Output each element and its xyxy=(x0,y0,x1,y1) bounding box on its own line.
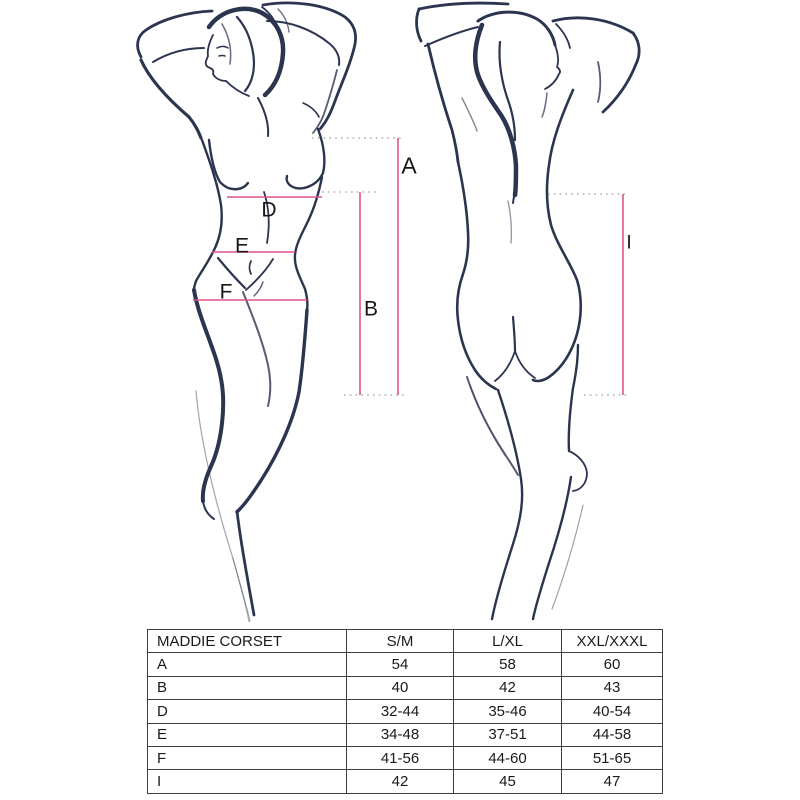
table-header-sm: S/M xyxy=(347,630,454,653)
table-cell: 54 xyxy=(347,653,454,676)
row-letter: F xyxy=(148,746,347,769)
back-left-arm-top xyxy=(419,3,508,9)
front-face-profile xyxy=(206,35,226,81)
back-right-upperarm xyxy=(603,64,636,112)
back-face-hint xyxy=(545,45,560,89)
measure-label-b: B xyxy=(363,297,379,321)
front-left-forearm-bottom xyxy=(153,48,204,62)
front-hair-strand-2 xyxy=(222,24,231,64)
front-right-thigh-inner xyxy=(243,292,270,406)
back-right-side xyxy=(533,90,581,381)
table-cell: 37-51 xyxy=(454,723,562,746)
back-neck-edge xyxy=(542,93,547,117)
front-eye xyxy=(219,55,225,56)
front-right-elbow-crease xyxy=(303,103,319,117)
front-ab-line-2 xyxy=(254,282,263,296)
table-row xyxy=(148,723,663,746)
measure-label-a: A xyxy=(401,152,417,179)
table-cell: 42 xyxy=(454,676,562,699)
table-row xyxy=(148,700,663,723)
back-cheek-right xyxy=(515,351,535,378)
table-cell: 51-65 xyxy=(562,746,663,769)
back-spine-line xyxy=(508,201,511,243)
back-right-arm-inner xyxy=(598,62,600,102)
front-left-upperarm xyxy=(141,60,201,138)
table-cell: 43 xyxy=(562,676,663,699)
back-cheek-left xyxy=(495,351,515,381)
back-left-arm-inner xyxy=(462,98,477,131)
back-left-leg xyxy=(492,390,522,619)
front-shin xyxy=(237,511,254,615)
back-left-upperarm xyxy=(428,44,458,162)
back-right-elbow xyxy=(633,33,639,64)
row-letter: I xyxy=(148,770,347,793)
table-cell: 47 xyxy=(562,770,663,793)
table-cell: 32-44 xyxy=(347,700,454,723)
table-cell: 40-54 xyxy=(562,700,663,723)
back-figure xyxy=(417,3,640,619)
table-header-xxl: XXL/XXXL xyxy=(562,630,663,653)
table-cell: 40 xyxy=(347,676,454,699)
row-letter: D xyxy=(148,700,347,723)
back-buttock-crease xyxy=(513,317,515,351)
table-title: MADDIE CORSET xyxy=(148,630,347,653)
row-letter: E xyxy=(148,723,347,746)
table-row xyxy=(148,770,663,793)
table-cell: 44-60 xyxy=(454,746,562,769)
size-table xyxy=(147,629,663,794)
back-right-hand xyxy=(556,24,570,48)
table-row xyxy=(148,746,663,769)
measure-label-e: E xyxy=(234,234,250,258)
table-row xyxy=(148,676,663,699)
back-right-calf xyxy=(533,477,571,619)
front-left-forearm-top xyxy=(138,11,212,57)
table-cell: 45 xyxy=(454,770,562,793)
row-letter: A xyxy=(148,653,347,676)
measure-label-i: I xyxy=(626,232,632,254)
front-left-leg-tail xyxy=(203,501,214,519)
table-row xyxy=(148,653,663,676)
front-right-thigh xyxy=(237,310,307,512)
front-figure xyxy=(138,3,356,622)
back-left-side xyxy=(457,162,496,389)
front-neck-chest-line xyxy=(258,98,268,136)
front-navel xyxy=(250,261,252,274)
back-knee-loop xyxy=(569,451,587,491)
front-left-side xyxy=(194,140,222,291)
table-cell: 34-48 xyxy=(347,723,454,746)
measure-label-d: D xyxy=(261,198,277,222)
table-cell: 35-46 xyxy=(454,700,562,723)
table-cell: 58 xyxy=(454,653,562,676)
table-cell: 60 xyxy=(562,653,663,676)
table-header-row xyxy=(148,630,663,653)
front-hair-strand xyxy=(237,17,254,91)
table-cell: 44-58 xyxy=(562,723,663,746)
row-letter: B xyxy=(148,676,347,699)
back-hair-main xyxy=(475,25,516,195)
back-right-arm-top xyxy=(553,18,633,33)
front-jaw-neck xyxy=(226,81,249,96)
back-left-forearm-under xyxy=(425,27,478,46)
table-header-lxl: L/XL xyxy=(454,630,562,653)
back-head-crown xyxy=(478,12,555,45)
table-cell: 42 xyxy=(347,770,454,793)
back-right-leg xyxy=(569,345,578,451)
back-right-leg-light xyxy=(552,505,583,609)
back-left-elbow xyxy=(417,9,421,41)
table-cell: 41-56 xyxy=(347,746,454,769)
measure-label-f: F xyxy=(219,280,233,304)
front-eyebrow xyxy=(217,47,228,49)
